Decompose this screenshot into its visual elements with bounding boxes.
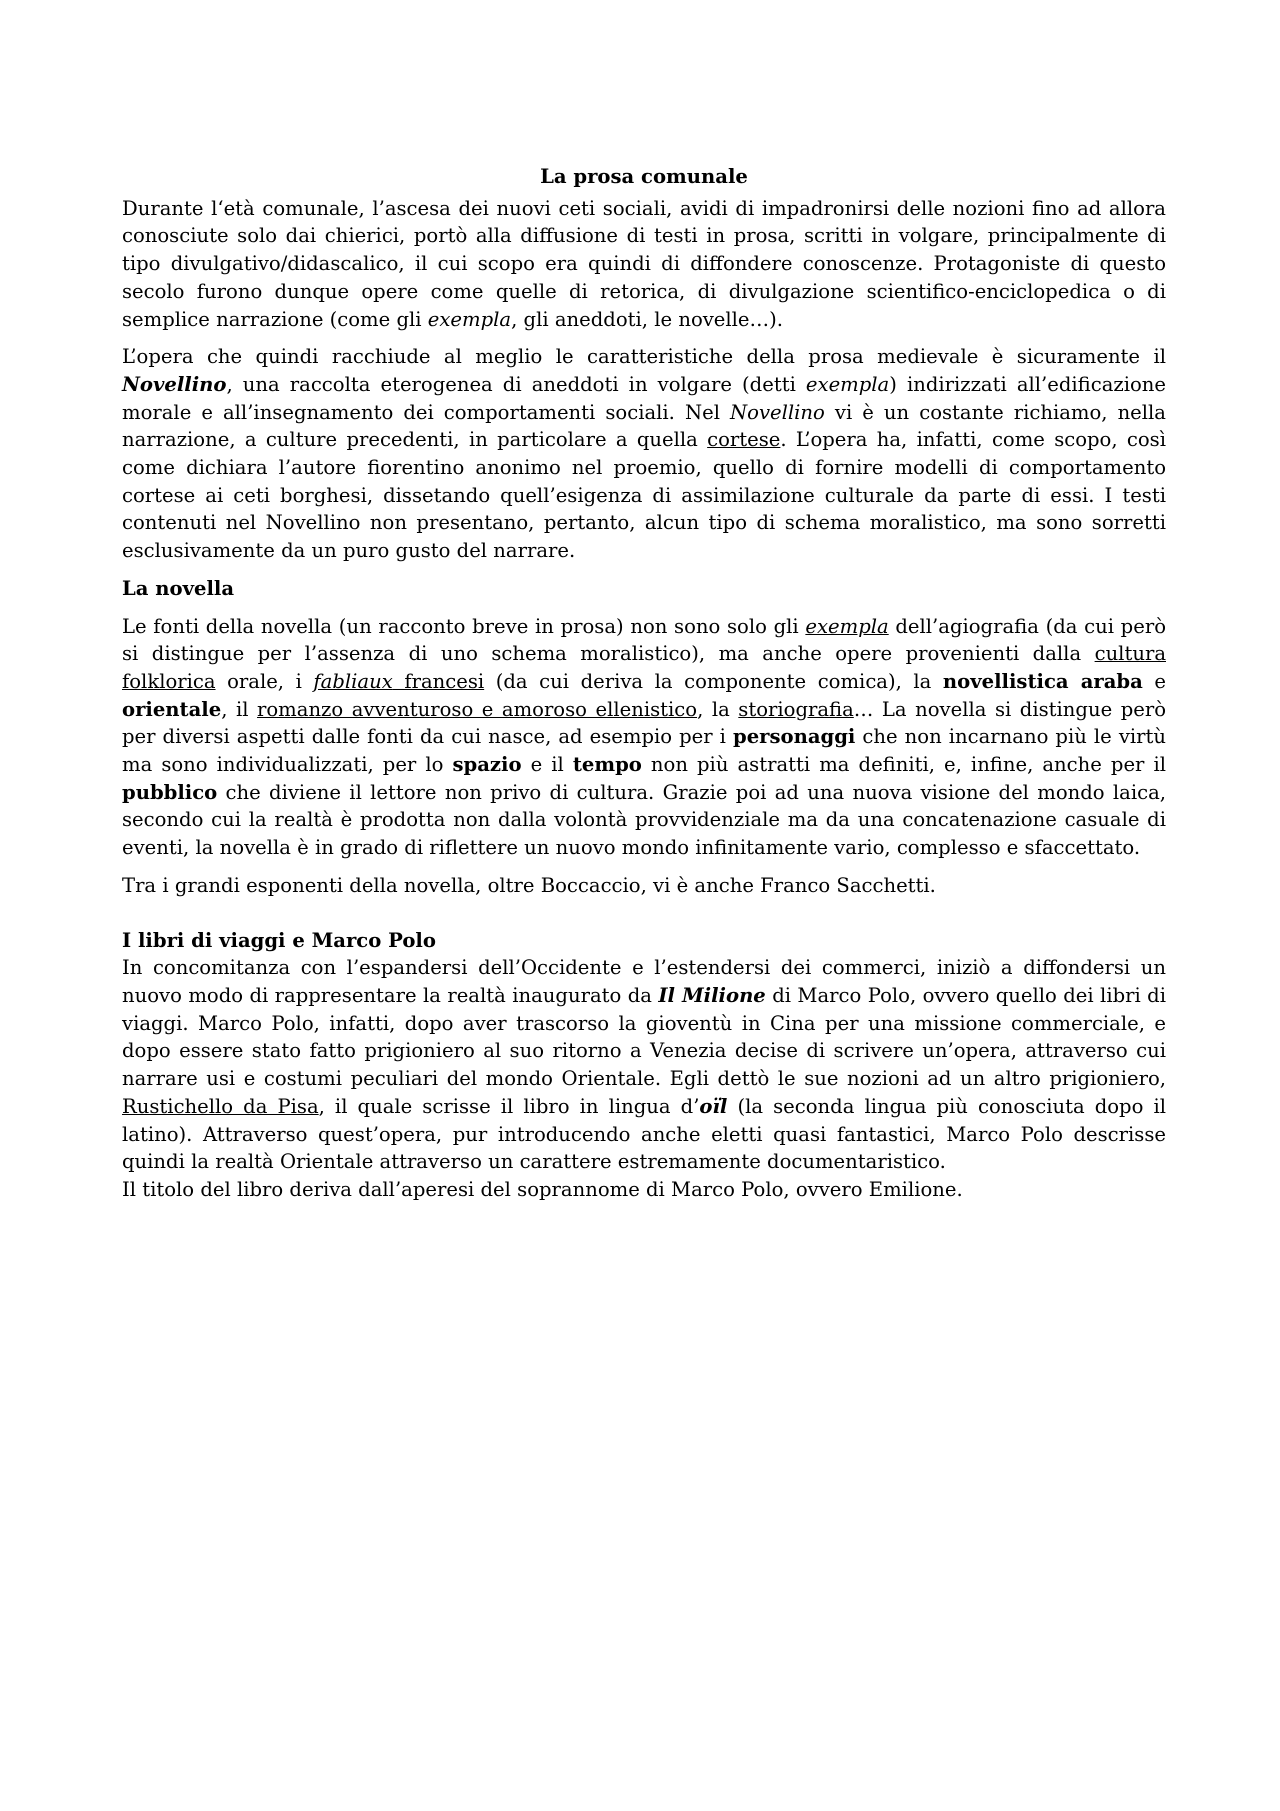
underlined-term: Rustichello da Pisa bbox=[122, 1094, 319, 1118]
text-run: ) indirizzati all’edificazione morale e all’insegnamento dei comportamenti sociali. Nel bbox=[122, 372, 1166, 424]
text-run: , il quale scrisse il libro in lingua d’ bbox=[318, 1094, 700, 1118]
text-run: orale, i bbox=[215, 669, 314, 693]
text-run: , la bbox=[697, 697, 739, 721]
italic-term: exempla bbox=[805, 372, 890, 396]
text-run: (da cui deriva la componente comica), la bbox=[484, 669, 943, 693]
underlined-term: cultura folklorica bbox=[122, 642, 1166, 693]
document-title: La prosa comunale bbox=[540, 165, 748, 188]
bold-term: spazio bbox=[452, 753, 522, 777]
text-run: vi è un costante richiamo, nella narrazione, a culture precedenti, in particolare a quella bbox=[122, 400, 1166, 452]
text-run: e bbox=[1142, 669, 1166, 693]
bold-term: pubblico bbox=[122, 780, 218, 804]
text-run: di Marco Polo, ovvero quello dei libri di viaggi. Marco Polo, infatti, dopo aver trascorso la gioventù in Cina per una missione commerciale, e dopo essere stato fatto prigioniero al suo ritorno a Venezia decise di scrivere un’opera, attraverso cui narrare usi e costumi peculiari del mondo Orientale. Egli dettò le sue nozioni ad un altro prigioniero, bbox=[122, 983, 1166, 1091]
paragraph-titolo-libro: Il titolo del libro deriva dall’aperesi del soprannome di Marco Polo, ovvero Emilione. bbox=[122, 1177, 963, 1201]
paragraph-novellino bbox=[122, 343, 1166, 565]
bold-term: tempo bbox=[572, 753, 642, 777]
bold-term: novellistica araba bbox=[942, 669, 1143, 693]
text-run: che diviene il lettore non privo di cultura. Grazie poi ad una nuova visione del mondo laica, secondo cui la realtà è prodotta non dalla volontà provvidenziale ma da una concatenazione casuale di eventi, la novella è in grado di riflettere un nuovo mondo infinitamente vario, complesso e sfaccettato. bbox=[122, 780, 1166, 860]
italic-term: exempla bbox=[427, 307, 512, 331]
paragraph-fonti-novella bbox=[122, 613, 1166, 862]
text-run: … La novella si distingue però per diversi aspetti dalle fonti da cui nasce, ad esempio per i bbox=[122, 697, 1166, 749]
bold-term: personaggi bbox=[733, 725, 856, 749]
text-run: non più astratti ma definiti, e, infine, anche per il bbox=[641, 753, 1167, 777]
italic-term: Novellino bbox=[730, 400, 825, 424]
text-run: dell’agiografia (da cui però si distingue per l’assenza di uno schema moralistico), ma anche opere provenienti dalla bbox=[122, 614, 1166, 666]
text-run: che non incarnano più le virtù ma sono individualizzati, per lo bbox=[122, 725, 1167, 777]
text-run: In concomitanza con l’espandersi dell’Occidente e l’estendersi dei commerci, iniziò a diffondersi un nuovo modo di rappresentare la realtà inaugurato da bbox=[122, 956, 1166, 1007]
text-run: e il bbox=[521, 753, 573, 777]
text-run: francesi bbox=[392, 669, 485, 693]
section-heading-viaggi: I libri di viaggi e Marco Polo bbox=[122, 928, 436, 952]
text-run: , gli aneddoti, le novelle…). bbox=[511, 307, 783, 331]
paragraph-esponenti: Tra i grandi esponenti della novella, oltre Boccaccio, vi è anche Franco Sacchetti. bbox=[122, 873, 936, 897]
underlined-group bbox=[313, 670, 484, 693]
bold-italic-term: Il Milione bbox=[658, 983, 766, 1007]
text-run: (la seconda lingua più conosciuta dopo il latino). Attraverso quest’opera, pur introducendo anche eletti quasi fantastici, Marco Polo descrisse quindi la realtà Orientale attraverso un carattere estremamente documentaristico. bbox=[122, 1094, 1166, 1174]
underlined-term: cortese bbox=[707, 428, 781, 452]
bold-term: orientale bbox=[122, 697, 222, 721]
underlined-term: romanzo avventuroso e amoroso ellenistico bbox=[257, 697, 698, 721]
bold-italic-term: oïl bbox=[699, 1094, 728, 1118]
underlined-term: storiografia bbox=[738, 697, 854, 721]
paragraph-intro bbox=[122, 195, 1166, 334]
text-run: , una raccolta eterogenea di aneddoti in volgare (detti bbox=[226, 372, 806, 396]
italic-term: fabliaux bbox=[313, 669, 393, 693]
section-heading-novella: La novella bbox=[122, 576, 235, 600]
underlined-italic-term: exempla bbox=[805, 614, 889, 638]
text-run: , il bbox=[221, 697, 258, 721]
document-page bbox=[122, 163, 1166, 1204]
text-run: . L’opera ha, infatti, come scopo, così come dichiara l’autore fiorentino anonimo nel proemio, quello di fornire modelli di comportamento cortese ai ceti borghesi, dissetando quell’esigenza di assimilazione culturale da parte di essi. I testi contenuti nel Novellino non presentano, pertanto, alcun tipo di schema moralistico, ma sono sorretti esclusivamente da un puro gusto del narrare. bbox=[122, 428, 1166, 563]
bold-italic-term: Novellino bbox=[122, 372, 227, 396]
text-run: Durante l‘età comunale, l’ascesa dei nuovi ceti sociali, avidi di impadronirsi delle nozioni fino ad allora conosciute solo dai chierici, portò alla diffusione di testi in prosa, scritti in volgare, principalmente di tipo divulgativo/didascalico, il cui scopo era quindi di diffondere conoscenze. Protagoniste di questo secolo furono dunque opere come quelle di retorica, di divulgazione scientifico-enciclopedica o di semplice narrazione (come gli bbox=[122, 196, 1166, 331]
text-run: Le fonti della novella (un racconto breve in prosa) non sono solo gli bbox=[122, 614, 806, 638]
paragraph-marco-polo bbox=[122, 954, 1166, 1176]
text-run: L’opera che quindi racchiude al meglio le caratteristiche della prosa medievale è sicuramente il bbox=[122, 345, 1166, 369]
spacer bbox=[122, 910, 1166, 927]
